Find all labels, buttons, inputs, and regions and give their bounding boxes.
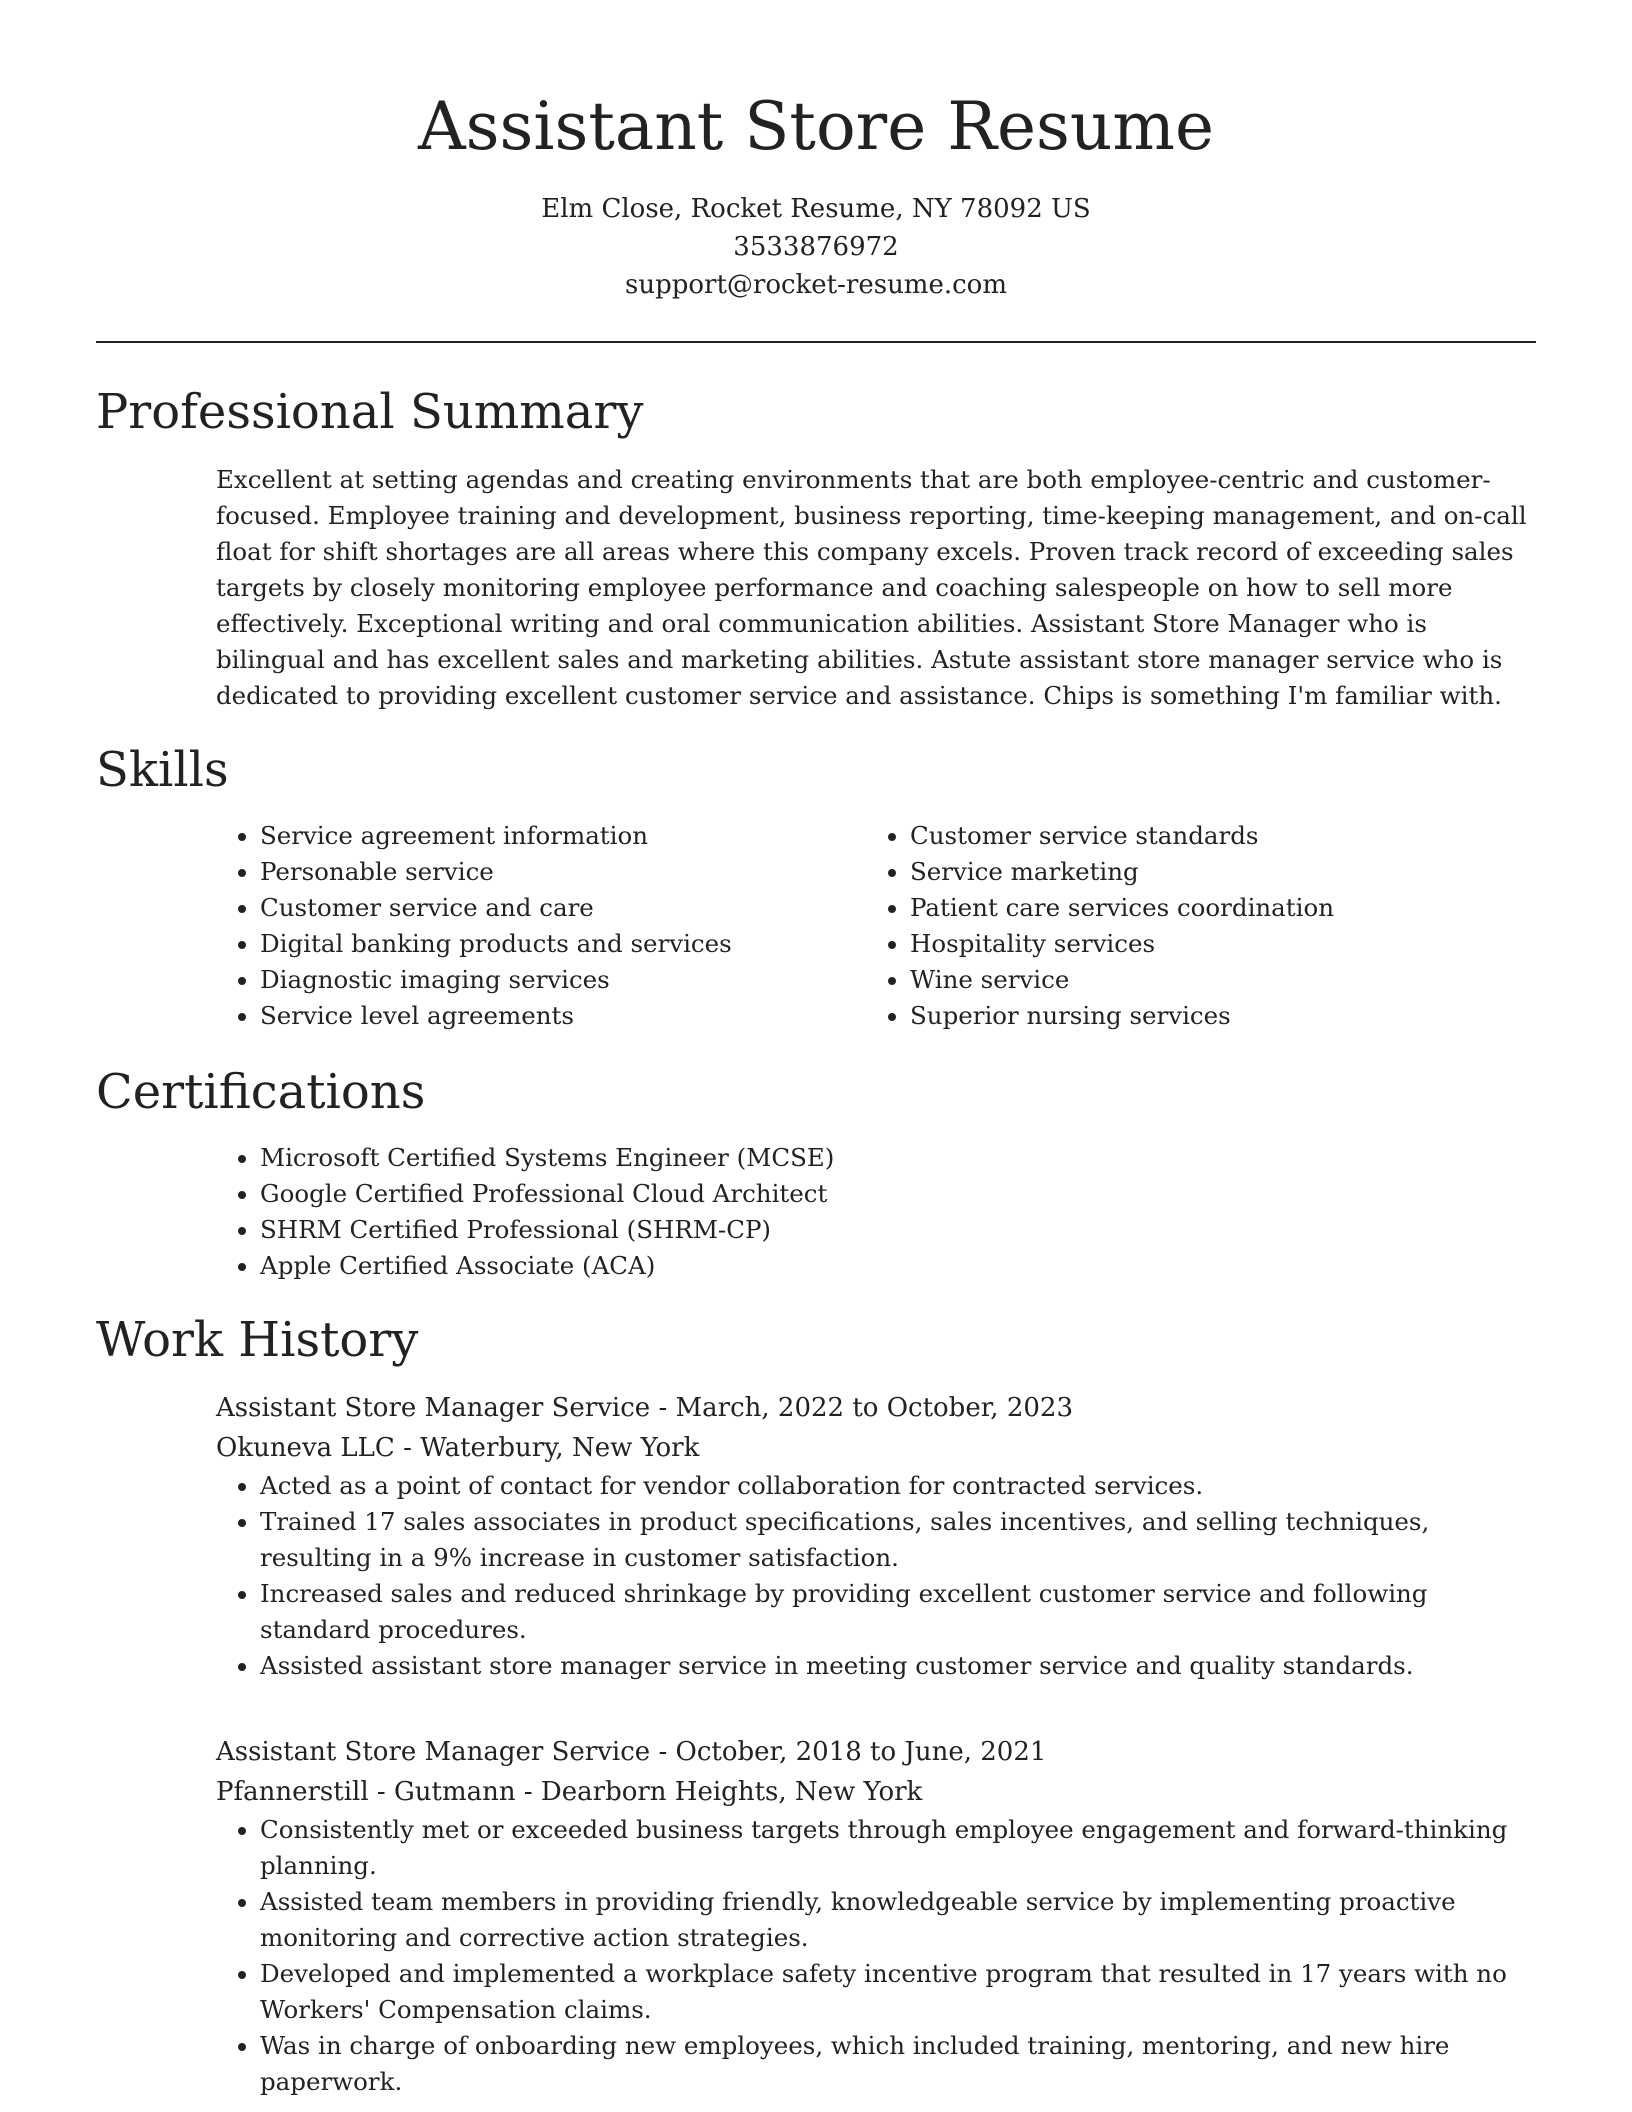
job-dates: - October, 2018 to June, 2021 (650, 1737, 1047, 1767)
job-bullet: • Was in charge of onboarding new employees, which included training, mentoring, and new hire paperwork. (260, 2028, 1536, 2100)
job-bullet: • Developed and implemented a workplace safety incentive program that resulted in 17 years with no Workers' Compensation claims. (260, 1956, 1536, 2028)
skills-column-right (866, 818, 1516, 1034)
address: Elm Close, Rocket Resume, NY 78092 US (541, 194, 1091, 224)
skill-item: • Personable service (260, 854, 866, 890)
skill-item: • Diagnostic imaging services (260, 962, 866, 998)
skill-item: • Superior nursing services (910, 998, 1516, 1034)
skill-item: • Service level agreements (260, 998, 866, 1034)
job-bullet: • Trained 17 sales associates in product specifications, sales incentives, and selling techniques, resulting in a 9% increase in customer satisfaction. (260, 1504, 1536, 1576)
skills-list (216, 818, 1536, 1034)
certification-item: • SHRM Certified Professional (SHRM-CP) (260, 1212, 1536, 1248)
email: support@rocket-resume.com (624, 270, 1007, 300)
skill-item: • Customer service standards (910, 818, 1516, 854)
job-bullet: • Consistently met or exceeded business targets through employee engagement and forward-thinking planning. (260, 1812, 1536, 1884)
job-bullet: • Assisted assistant store manager service in meeting customer service and quality standards. (260, 1648, 1536, 1684)
phone: 3533876972 (733, 232, 899, 262)
skill-item: • Hospitality services (910, 926, 1516, 962)
contact-block (0, 190, 1632, 304)
job-location: - Waterbury, New York (394, 1433, 700, 1463)
certifications-list (216, 1140, 1536, 1284)
work-history-heading: Work History (96, 1312, 419, 1368)
summary-heading: Professional Summary (96, 384, 644, 440)
skills-heading: Skills (96, 742, 229, 798)
summary-text: Excellent at setting agendas and creating environments that are both employee-centric and customer-focused. Employee training and development, business reporting, time-keeping management, and on-call float for shift shortages are all areas where this company excels. Proven track record of exceeding sales targets by closely monitoring employee performance and coaching salespeople on how to sell more effectively. Exceptional writing and oral communication abilities. Assistant Store Manager who is bilingual and has excellent sales and marketing abilities. Astute assistant store manager service who is dedicated to providing excellent customer service and assistance. Chips is something I'm familiar with. (216, 465, 1527, 710)
job-entry (216, 1388, 1536, 1684)
skill-item: • Customer service and care (260, 890, 866, 926)
certification-item: • Microsoft Certified Systems Engineer (MCSE) (260, 1140, 1536, 1176)
job-bullet: • Acted as a point of contact for vendor collaboration for contracted services. (260, 1468, 1536, 1504)
job-title-line (216, 1732, 1536, 1772)
skill-item: • Wine service (910, 962, 1516, 998)
job-bullets (216, 1468, 1536, 1684)
skill-item: • Digital banking products and services (260, 926, 866, 962)
job-company: Okuneva LLC (216, 1433, 395, 1463)
job-title-line (216, 1388, 1536, 1428)
job-bullet: • Assisted team members in providing friendly, knowledgeable service by implementing proactive monitoring and corrective action strategies. (260, 1884, 1536, 1956)
job-bullets (216, 1812, 1536, 2100)
job-location: - Dearborn Heights, New York (515, 1777, 923, 1807)
job-company: Pfannerstill - Gutmann (216, 1777, 516, 1807)
skill-item: • Service agreement information (260, 818, 866, 854)
header-divider (96, 341, 1536, 343)
certifications-heading: Certifications (96, 1064, 426, 1120)
certification-item: • Apple Certified Associate (ACA) (260, 1248, 1536, 1284)
job-bullet: • Increased sales and reduced shrinkage by providing excellent customer service and following standard procedures. (260, 1576, 1536, 1648)
skills-column-left (216, 818, 866, 1034)
job-role: Assistant Store Manager Service (216, 1737, 651, 1767)
job-company-line (216, 1772, 1536, 1812)
job-role: Assistant Store Manager Service (216, 1393, 651, 1423)
skill-item: • Service marketing (910, 854, 1516, 890)
skill-item: • Patient care services coordination (910, 890, 1516, 926)
resume-name: Assistant Store Resume (417, 88, 1215, 165)
job-dates: - March, 2022 to October, 2023 (650, 1393, 1073, 1423)
job-entry (216, 1732, 1536, 2100)
job-company-line (216, 1428, 1536, 1468)
resume-header (0, 84, 1632, 304)
certification-item: • Google Certified Professional Cloud Architect (260, 1176, 1536, 1212)
